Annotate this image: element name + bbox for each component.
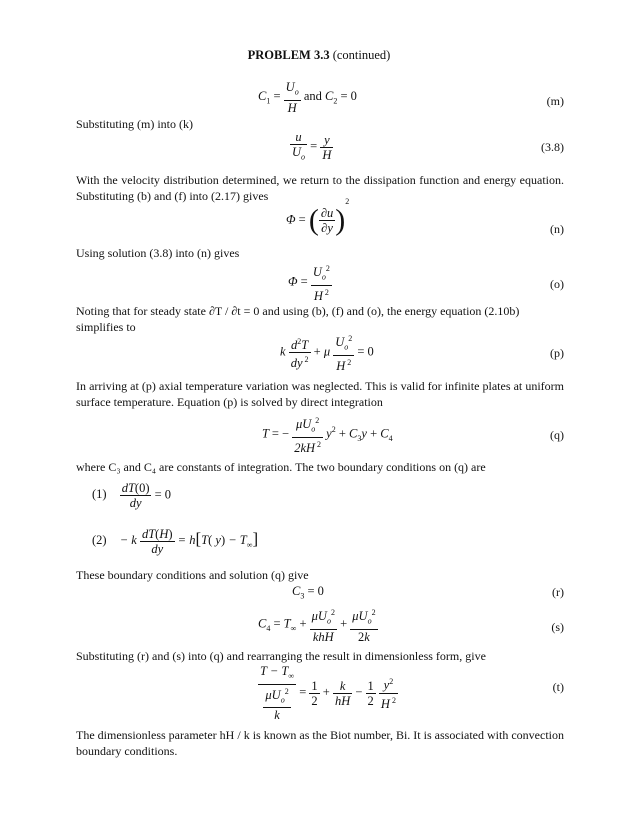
- paragraph-5: In arriving at (p) axial temperature variation was neglected. This is valid for infinite plates at uniform surface temperature. Equation (p) is solved by direct integration: [76, 379, 564, 409]
- eq-number-p: (p): [550, 346, 564, 360]
- equation-o: Φ = $\frac{U_o^2}{H ^2}$: [288, 264, 330, 303]
- boundary-condition-2: (2) − k $\frac{dT(H)}{dy}$ = h[T( $y) - T_\infty$]: [92, 527, 259, 556]
- eq-number-o: (o): [550, 277, 564, 291]
- bc2-label: (2): [92, 533, 107, 548]
- paragraph-8: Substituting (r) and (s) into (q) and rearranging the result in dimensionless form, give: [76, 649, 486, 663]
- equation-p: k $\frac{d^2T}{dy ^2}$ + μ $\frac{U_o^2}{H ^2}$ = 0: [280, 334, 374, 373]
- equation-m: $C_1$ = $\frac{U_o}{H}$ and $C_2 = 0$: [258, 80, 357, 115]
- boundary-condition-1: (1) $\frac{dT(0)}{dy}$ = 0: [92, 481, 172, 510]
- bc1-label: (1): [92, 487, 107, 502]
- continued-label: (continued): [329, 48, 391, 62]
- problem-label: PROBLEM 3.3: [247, 48, 330, 62]
- paragraph-9: The dimensionless parameter hH / k is known as the Biot number, Bi. It is associated with convection boundary conditions.: [76, 728, 564, 758]
- eq-number-q: (q): [550, 428, 564, 442]
- eq-number-3-8: (3.8): [541, 140, 564, 154]
- equation-q: T = − $\frac{\mu U_o^2}{2kH ^2}$ $y^2 + C_3y + C_4$: [262, 416, 393, 455]
- eq-number-m: (m): [546, 94, 564, 108]
- paragraph-7: These boundary conditions and solution (q) give: [76, 568, 309, 582]
- equation-t: $\frac{T - T_\infty}{\frac{\mu U_o^2}{k}}$ = $\frac{1}{2}$ + $\frac{k}{hH}$ − $\frac{1}{2}$ $\frac{y^2}{H ^2}$: [260, 664, 396, 723]
- equation-n: Φ = ( $\frac{\partial u}{\partial y}$ )$^2$: [286, 197, 350, 237]
- and-word: and: [303, 89, 322, 104]
- paragraph-1: Substituting (m) into (k): [76, 117, 193, 131]
- paragraph-2: With the velocity distribution determined, we return to the dissipation function and energy equation. Substituting (b) and (f) into (2.17) gives: [76, 173, 564, 203]
- equation-r: $C_3 = 0$: [292, 584, 324, 601]
- paragraph-4a: Noting that for steady state ∂T / ∂t = 0 and using (b), (f) and (o), the energy equation (2.10b): [76, 304, 520, 318]
- eq-number-n: (n): [550, 222, 564, 236]
- equation-s: $C_4 = T_\infty$ + $\frac{\mu U_o^2}{\text{khH}}$ + $\frac{\mu U_o^2}{2k}$: [258, 608, 376, 644]
- page-title: [0, 48, 638, 63]
- paragraph-3: Using solution (3.8) into (n) gives: [76, 246, 240, 260]
- eq-number-t: (t): [552, 680, 564, 694]
- eq-number-s: (s): [551, 620, 564, 634]
- eq-number-r: (r): [552, 585, 564, 599]
- paragraph-4b: simplifies to: [76, 320, 136, 334]
- paragraph-6: where C₃ and C₄ are constants of integration. The two boundary conditions on (q) are: [76, 460, 486, 474]
- equation-3-8: $\frac{u}{U_o}$ = $\frac{y}{H}$: [292, 130, 332, 162]
